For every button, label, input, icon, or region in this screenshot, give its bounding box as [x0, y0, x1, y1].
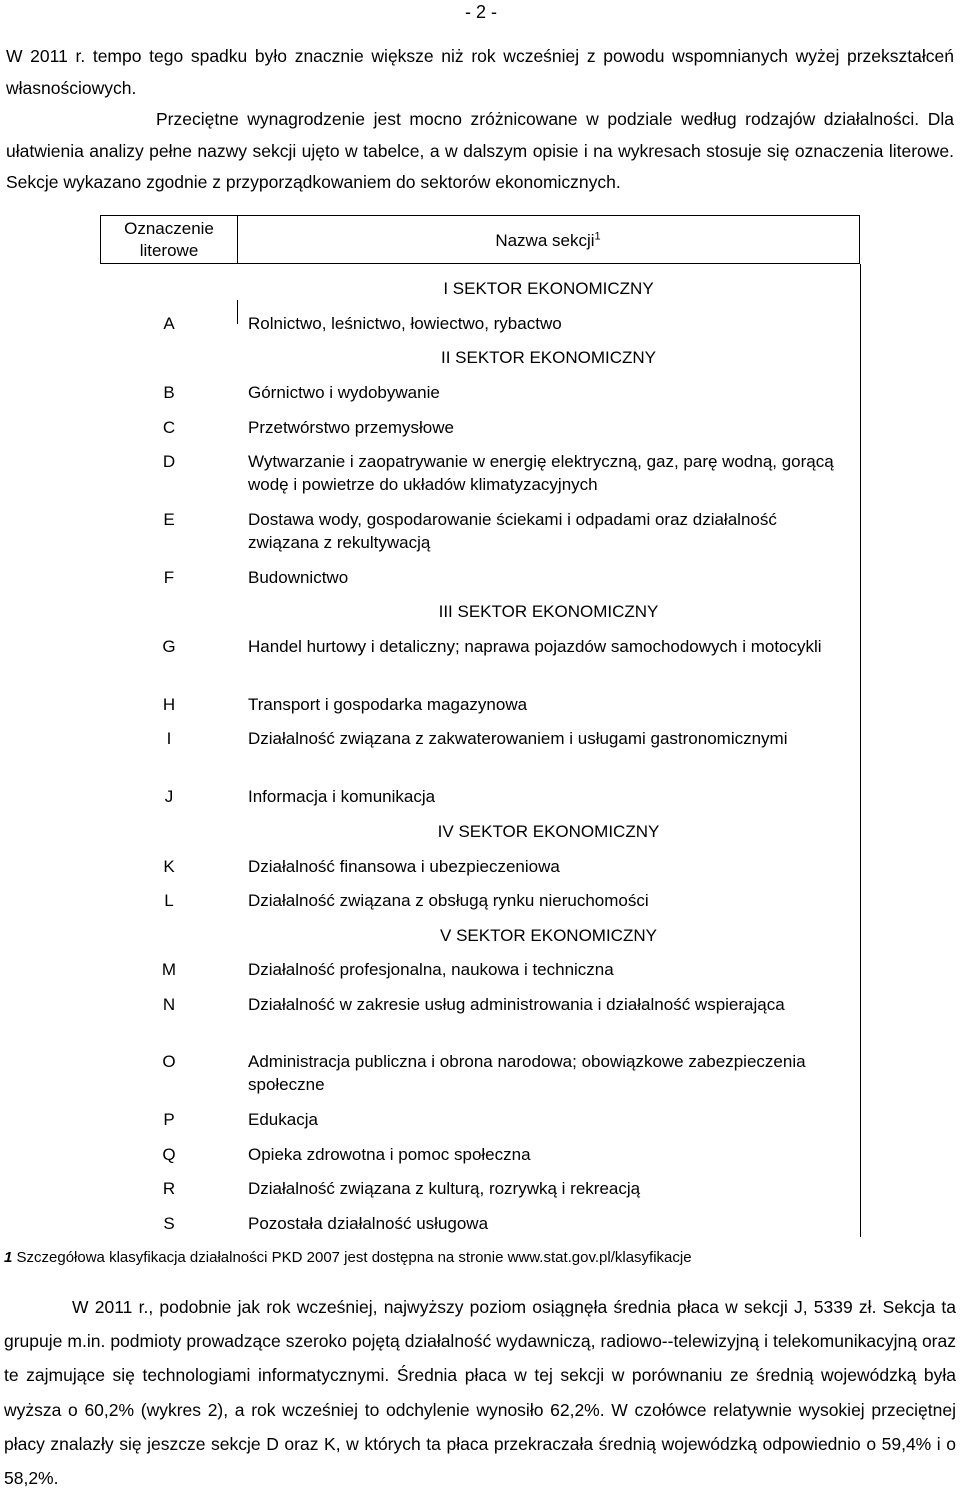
section-code: F: [163, 568, 175, 587]
sector-heading: IV SEKTOR EKONOMICZNY: [437, 822, 660, 841]
section-name: Informacja i komunikacja: [248, 787, 436, 806]
section-code: I: [166, 729, 172, 748]
footnote-number: 1: [4, 1249, 13, 1266]
section-name: Działalność w zakresie usług administrowania i działalność wspierająca: [248, 995, 785, 1014]
section-code: P: [163, 1110, 175, 1129]
section-name: Działalność finansowa i ubezpieczeniowa: [248, 857, 560, 876]
page-number: - 2 -: [464, 2, 497, 22]
section-name: Budownictwo: [248, 568, 349, 587]
section-code: R: [162, 1179, 176, 1198]
table-header-name-label: Nazwa sekcji: [495, 231, 595, 250]
section-name: Działalność profesjonalna, naukowa i techniczna: [248, 960, 614, 979]
section-code: J: [164, 787, 174, 806]
intro-paragraph-1: W 2011 r. tempo tego spadku było znacznie większe niż rok wcześniej z powodu wspomnianych wyżej przekształceń własnościowych.: [6, 46, 954, 98]
section-code: N: [162, 995, 176, 1014]
footnote-text: Szczegółowa klasyfikacja działalności PKD 2007 jest dostępna na stronie www.stat.gov.pl/klasyfikacje: [16, 1249, 692, 1266]
section-code: K: [163, 857, 175, 876]
section-name: Dostawa wody, gospodarowanie ściekami i odpadami oraz działalność związana z rekultywacją: [248, 510, 777, 552]
section-code: M: [161, 960, 177, 979]
section-name: Transport i gospodarka magazynowa: [248, 695, 528, 714]
table-divider-right: [860, 264, 861, 1237]
section-name: Opieka zdrowotna i pomoc społeczna: [248, 1145, 531, 1164]
section-name: Handel hurtowy i detaliczny; naprawa pojazdów samochodowych i motocykli: [248, 637, 822, 656]
sector-heading: V SEKTOR EKONOMICZNY: [440, 926, 657, 945]
section-code: E: [163, 510, 175, 529]
intro-text: [6, 41, 954, 199]
section-name: Przetwórstwo przemysłowe: [248, 418, 454, 437]
section-name: Edukacja: [248, 1110, 318, 1129]
section-name: Rolnictwo, leśnictwo, łowiectwo, rybactwo: [248, 314, 562, 333]
section-name: Pozostała działalność usługowa: [248, 1214, 489, 1233]
section-code: S: [163, 1214, 175, 1233]
outro-text: [4, 1290, 956, 1495]
section-code: B: [163, 383, 175, 402]
section-name: Górnictwo i wydobywanie: [248, 383, 440, 402]
section-name: Działalność związana z obsługą rynku nieruchomości: [248, 891, 649, 910]
footnote: [4, 1248, 692, 1268]
footnote-ref: 1: [594, 230, 601, 243]
section-code: D: [162, 452, 176, 471]
sector-heading: I SEKTOR EKONOMICZNY: [443, 279, 654, 298]
section-code: G: [162, 637, 176, 656]
sector-heading: III SEKTOR EKONOMICZNY: [438, 602, 659, 621]
section-code: L: [164, 891, 174, 910]
intro-paragraph-2: Przeciętne wynagrodzenie jest mocno zróżnicowane w podziale według rodzajów działalności. Dla ułatwienia analizy pełne nazwy sekcji ujęto w tabelce, a w dalszym opisie i na wykresach stosuje się oznaczenia literowe. Sekcje wykazano zgodnie z przyporządkowaniem do sektorów ekonomicznych.: [6, 109, 954, 192]
sector-heading: II SEKTOR EKONOMICZNY: [440, 348, 657, 367]
table-header-code-label: Oznaczenie literowe: [124, 219, 214, 260]
table-header-code: [100, 215, 238, 264]
section-code: C: [162, 418, 176, 437]
section-name: Działalność związana z kulturą, rozrywką i rekreacją: [248, 1179, 641, 1198]
section-code: Q: [162, 1145, 176, 1164]
table-header-name: [237, 215, 860, 264]
section-name: Działalność związana z zakwaterowaniem i usługami gastronomicznymi: [248, 729, 788, 748]
section-code: O: [162, 1052, 176, 1071]
section-code: H: [162, 695, 176, 714]
section-name: Wytwarzanie i zaopatrywanie w energię elektryczną, gaz, parę wodną, gorącą wodę i powietrze do układów klimatyzacyjnych: [248, 452, 834, 494]
section-name: Administracja publiczna i obrona narodowa; obowiązkowe zabezpieczenia społeczne: [248, 1052, 806, 1094]
outro-paragraph-1: W 2011 r., podobnie jak rok wcześniej, najwyższy poziom osiągnęła średnia płaca w sekcji J, 5339 zł. Sekcja ta grupuje m.in. podmioty prowadzące szeroko pojętą działalność wydawniczą, radiowo--telewizyjną i telekomunikacyjną oraz te zajmujące się technologiami informatycznymi. Średnia płaca w tej sekcji w porównaniu ze średnią wojewódzką była wyższa o 60,2% (wykres 2), a rok wcześniej to odchylenie wynosiło 62,2%. W czołówce relatywnie wysokiej przeciętnej płacy znalazły się jeszcze sekcje D oraz K, w których ta płaca przekraczała średnią wojewódzką odpowiednio o 59,4% i o 58,2%.: [4, 1297, 956, 1489]
section-code: A: [163, 314, 175, 333]
